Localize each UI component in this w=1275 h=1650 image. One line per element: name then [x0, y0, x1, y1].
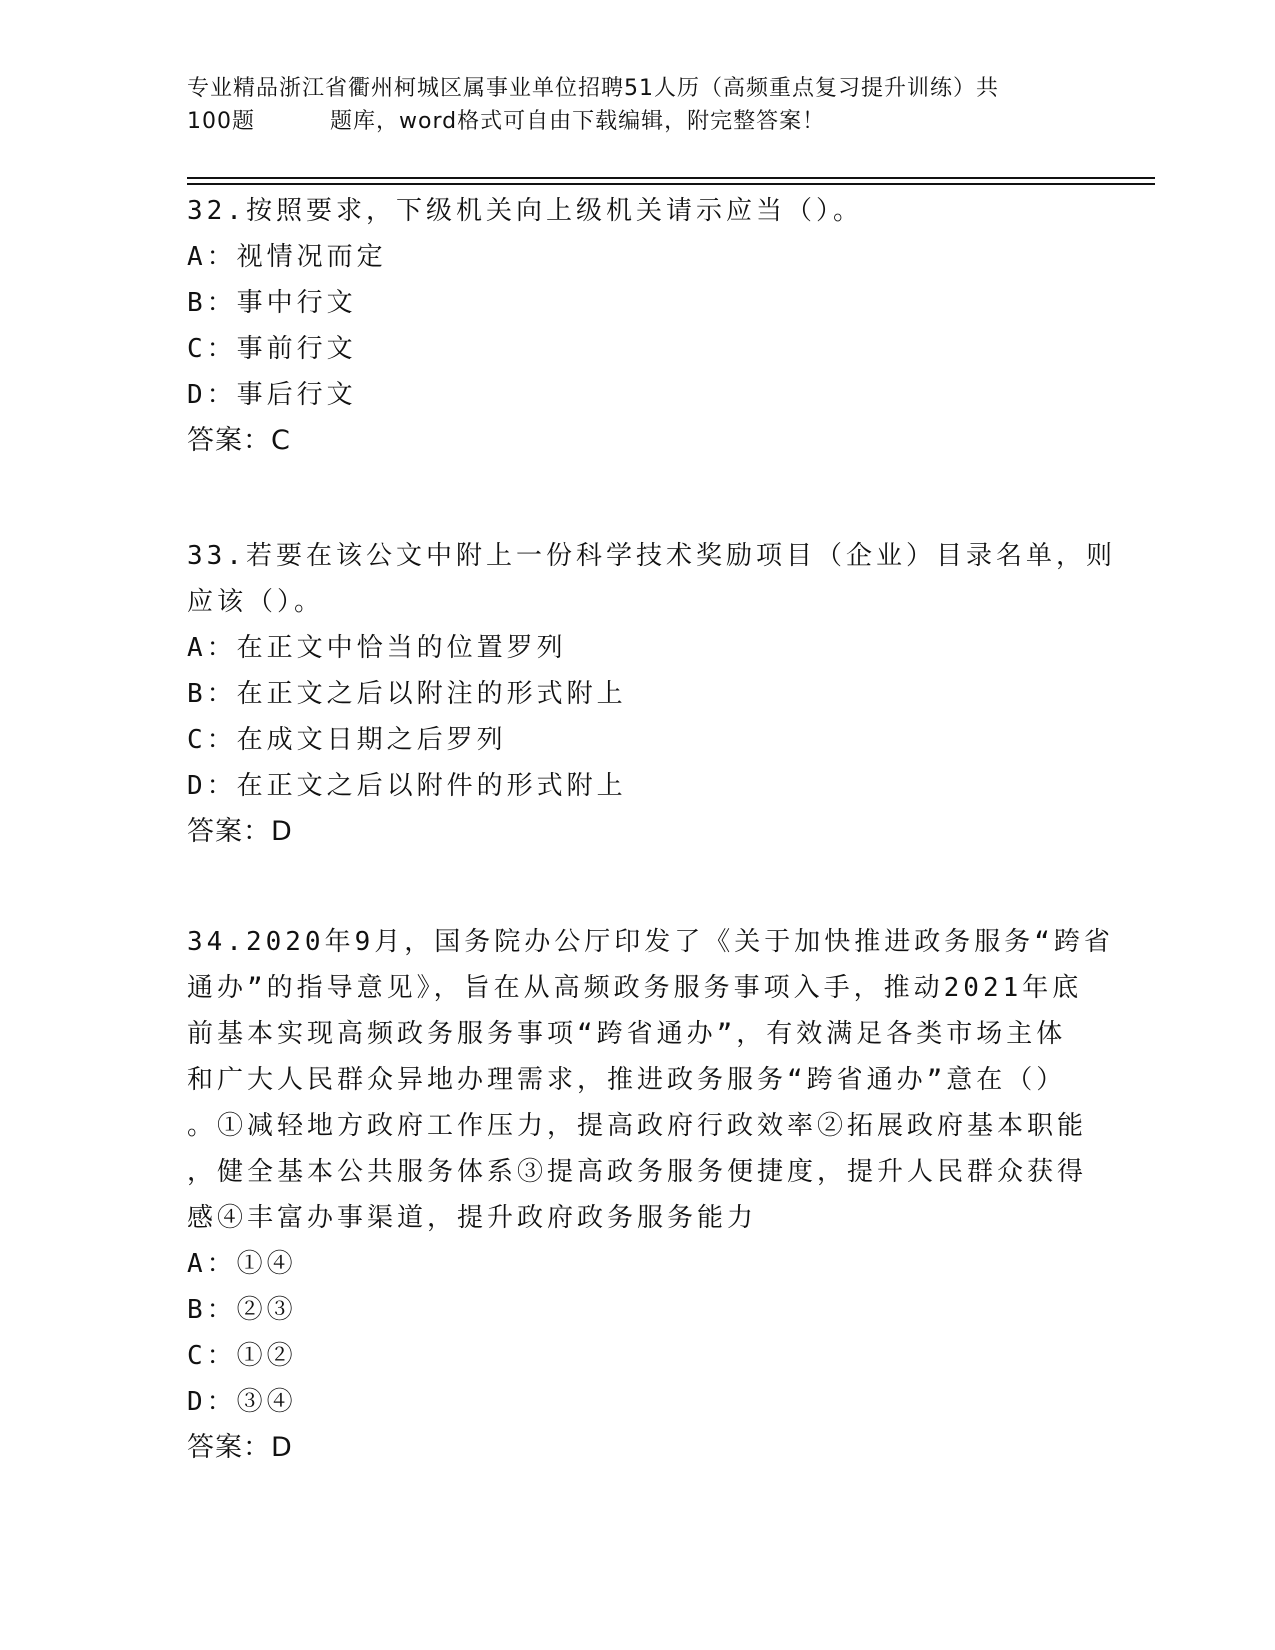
- option-c: C：①②: [187, 1341, 297, 1371]
- question-stem-line: 感④丰富办事渠道，提升政府政务服务能力: [187, 1203, 758, 1233]
- question-stem-line: 。①减轻地方政府工作压力，提高政府行政效率②拓展政府基本职能: [187, 1111, 1088, 1141]
- question-stem-line: 34.2020年9月，国务院办公厅印发了《关于加快推进政务服务“跨省: [187, 927, 1114, 957]
- option-d: D：③④: [187, 1387, 297, 1417]
- header-rule-top: [187, 177, 1155, 179]
- header-line-2: [187, 105, 1087, 138]
- option-b: B：在正文之后以附注的形式附上: [187, 679, 627, 709]
- question-spacer: [187, 855, 1087, 919]
- question-stem-line: 通办”的指导意见》，旨在从高频政务服务事项入手，推动2021年底: [187, 973, 1083, 1003]
- header-rule-bottom: [187, 183, 1155, 185]
- answer-line: 答案：D: [187, 1432, 293, 1463]
- question-block: [187, 188, 1087, 464]
- question-block: [187, 919, 1114, 1471]
- question-stem-line: ，健全基本公共服务体系③提高政务服务便捷度，提升人民群众获得: [187, 1157, 1088, 1187]
- header-line-1: 专业精品浙江省衢州柯城区属事业单位招聘51人历（高频重点复习提升训练）共: [187, 76, 999, 101]
- option-b: B：事中行文: [187, 288, 357, 318]
- option-d: D：事后行文: [187, 380, 357, 410]
- header-description: 题库，word格式可自由下载编辑，附完整答案！: [330, 109, 826, 134]
- question-stem-line: 前基本实现高频政务服务事项“跨省通办”，有效满足各类市场主体: [187, 1019, 1067, 1049]
- question-list: [187, 188, 1116, 1471]
- question-spacer: [187, 464, 1087, 533]
- question-stem-line: 33.若要在该公文中附上一份科学技术奖励项目（企业）目录名单，则: [187, 541, 1116, 571]
- answer-line: 答案：C: [187, 425, 291, 456]
- question-stem-line: 和广大人民群众异地办理需求，推进政务服务“跨省通办”意在（）: [187, 1065, 1067, 1095]
- question-block: [187, 533, 1116, 855]
- option-d: D：在正文之后以附件的形式附上: [187, 771, 627, 801]
- option-c: C：事前行文: [187, 334, 357, 364]
- document-header: [187, 72, 1087, 138]
- answer-line: 答案：D: [187, 816, 293, 847]
- option-a: A：在正文中恰当的位置罗列: [187, 633, 567, 663]
- header-question-count: 100题: [187, 109, 255, 134]
- option-c: C：在成文日期之后罗列: [187, 725, 507, 755]
- question-stem-line: 应该（）。: [187, 587, 325, 617]
- option-a: A：①④: [187, 1249, 297, 1279]
- question-stem-line: 32.按照要求，下级机关向上级机关请示应当（）。: [187, 196, 863, 226]
- option-a: A：视情况而定: [187, 242, 387, 272]
- option-b: B：②③: [187, 1295, 297, 1325]
